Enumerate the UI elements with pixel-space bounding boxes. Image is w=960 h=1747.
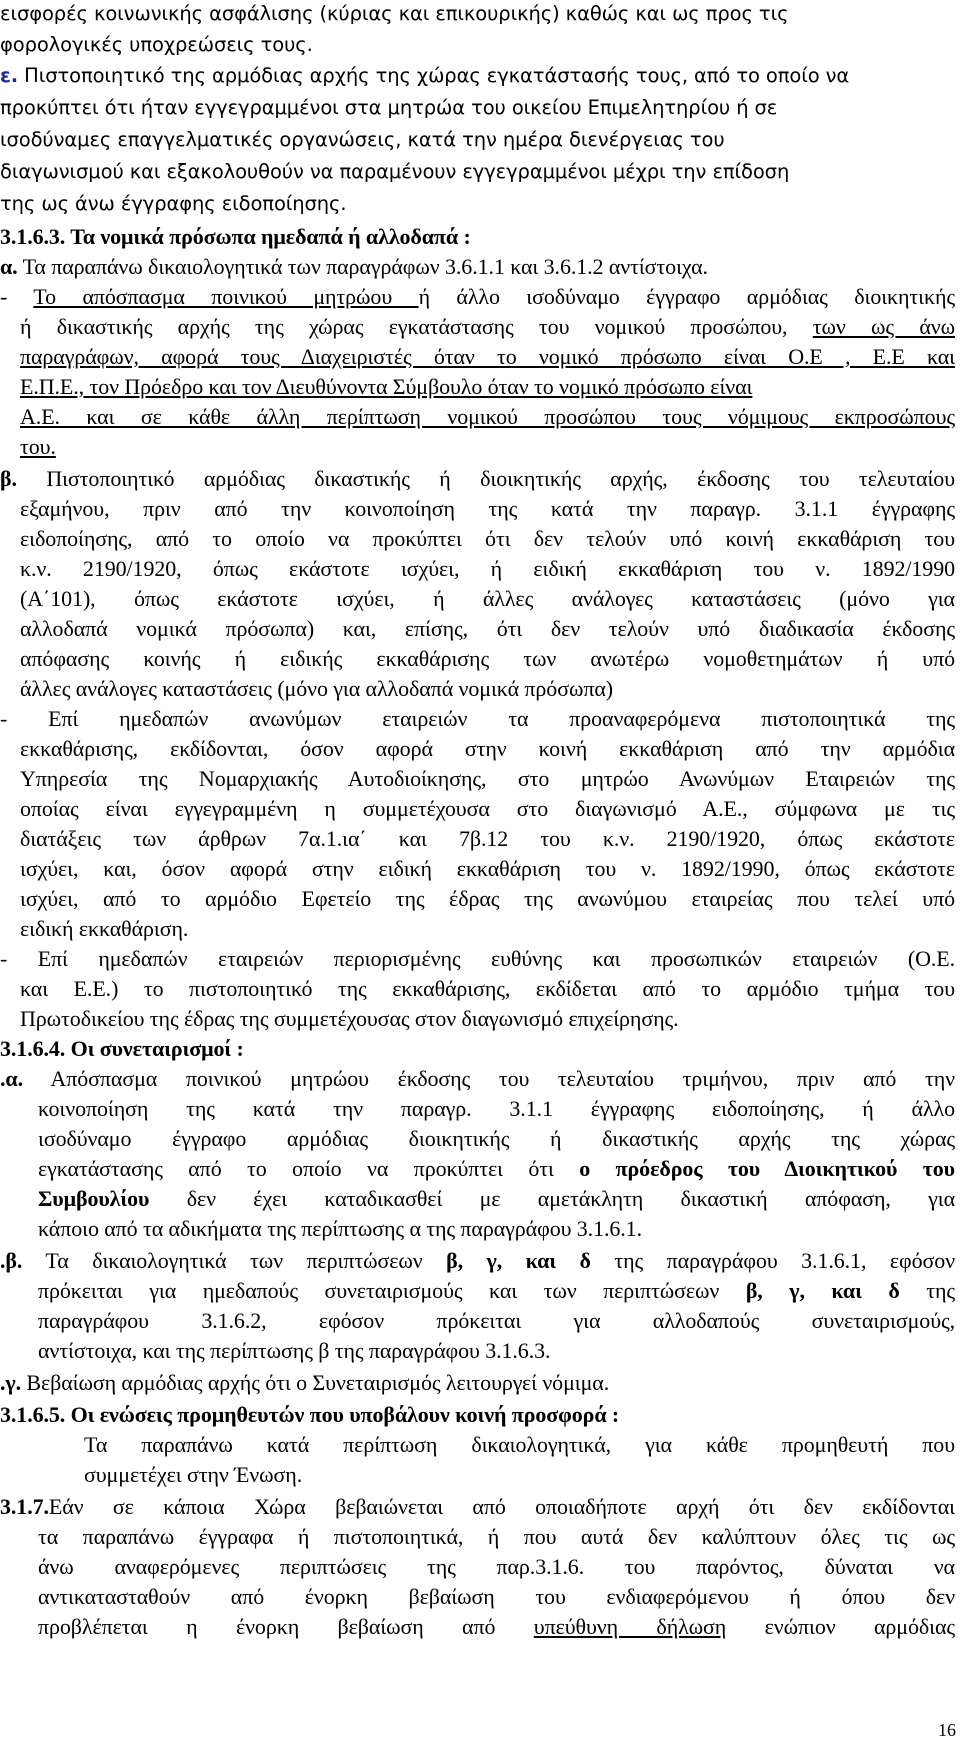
text-span: της παραγράφου 3.1.6.1, εφόσον bbox=[590, 1248, 956, 1273]
text-span: Εάν σε κάποια Χώρα βεβαιώνεται από οποιαδήποτε αρχή ότι δεν εκδίδονται bbox=[48, 1494, 955, 1519]
text-span: φορολογικές υποχρεώσεις τους. bbox=[0, 33, 313, 56]
text-line bbox=[20, 586, 955, 612]
text-span: Συμβουλίου bbox=[38, 1186, 150, 1211]
text-span: Απόσπασμα ποινικού μητρώου έκδοσης του τελευταίου τριμήνου, πριν από την bbox=[22, 1066, 955, 1091]
text-span: ισοδύναμο έγγραφο αρμόδιας διοικητικής ή δικαστικής αρχής της χώρας bbox=[38, 1126, 955, 1151]
text-line bbox=[0, 192, 440, 216]
text-span: κάποιο από τα αδικήματα της περίπτωσης α της παραγράφου 3.1.6.1. bbox=[38, 1216, 642, 1241]
text-span: Υπηρεσία της Νομαρχιακής Αυτοδιοίκησης, στο μητρώο Ανωνύμων Εταιρειών της bbox=[20, 766, 955, 791]
text-line bbox=[0, 1066, 955, 1092]
text-span: - bbox=[0, 284, 34, 309]
text-span: ειδική εκκαθάριση. bbox=[20, 916, 189, 941]
text-line bbox=[38, 1338, 738, 1364]
text-line bbox=[20, 404, 955, 430]
text-line bbox=[84, 1432, 955, 1458]
text-span: ισοδύναμες επαγγελματικές οργανώσεις, κατά την ημέρα διενέργειας του bbox=[0, 128, 725, 151]
text-span: της ως άνω έγγραφης ειδοποίησης. bbox=[0, 192, 347, 215]
text-span: (Α΄101), όπως εκάστοτε ισχύει, ή άλλες ανάλογες καταστάσεις (μόνο για bbox=[20, 586, 955, 611]
text-span: Ε.Π.Ε., τον Πρόεδρο και τον Διευθύνοντα Σύμβουλο όταν το νομικό πρόσωπο είναι bbox=[20, 374, 753, 399]
text-span: .γ. bbox=[0, 1370, 21, 1395]
text-span: 3.1.6.4. Οι συνεταιρισμοί : bbox=[0, 1036, 244, 1061]
text-line bbox=[0, 706, 955, 732]
text-span: ή δικαστικής αρχής της χώρας εγκατάστασης του νομικού προσώπου, bbox=[20, 314, 813, 339]
text-span: αντίστοιχα, και της περίπτωσης β της παραγράφου 3.1.6.3. bbox=[38, 1338, 551, 1363]
text-line bbox=[38, 1156, 955, 1182]
text-line bbox=[20, 646, 955, 672]
text-line bbox=[0, 946, 955, 972]
text-line bbox=[20, 1006, 870, 1032]
text-span: Πιστοποιητικό αρμόδιας δικαστικής ή διοικητικής αρχής, έκδοσης του τελευταίου bbox=[16, 466, 955, 491]
text-span: κοινοποίηση της κατά την παραγρ. 3.1.1 έγγραφης ειδοποίησης, ή άλλο bbox=[38, 1096, 955, 1121]
text-line bbox=[38, 1186, 955, 1212]
text-span: β. bbox=[0, 466, 17, 491]
text-span: α. bbox=[0, 254, 18, 279]
text-line bbox=[38, 1584, 955, 1610]
text-line bbox=[38, 1614, 955, 1640]
text-line bbox=[38, 1524, 955, 1550]
text-span: ε. bbox=[0, 64, 19, 87]
text-line bbox=[0, 1036, 340, 1062]
text-line bbox=[84, 1462, 384, 1488]
text-span: του. bbox=[20, 434, 56, 459]
text-span: υπεύθυνη δήλωση bbox=[533, 1614, 727, 1639]
text-span: απόφασης κοινής ή ειδικής εκκαθάρισης των ανωτέρω νομοθετημάτων ή υπό bbox=[20, 646, 955, 671]
text-line bbox=[20, 736, 955, 762]
text-line bbox=[0, 1402, 850, 1428]
text-span: οποίας είναι εγγεγραμμένη η συμμετέχουσα στο διαγωνισμό Α.Ε., σύμφωνα με τις bbox=[20, 796, 955, 821]
text-span: 3.1.6.3. Τα νομικά πρόσωπα ημεδαπά ή αλλοδαπά : bbox=[0, 224, 471, 249]
text-span: ειδοποίησης, από το οποίο να προκύπτει ότι δεν τελούν υπό κοινή εκκαθάριση του bbox=[20, 526, 955, 551]
text-span: β, γ, και δ bbox=[745, 1278, 900, 1303]
text-span: εισφορές κοινωνικής ασφάλισης (κύριας και επικουρικής) καθώς και ως προς τις bbox=[0, 2, 789, 25]
text-span: .α. bbox=[0, 1066, 23, 1091]
text-span: άλλες ανάλογες καταστάσεις (μόνο για αλλοδαπά νομικά πρόσωπα) bbox=[20, 676, 614, 701]
text-line bbox=[0, 224, 650, 250]
text-span: Πιστοποιητικό της αρμόδιας αρχής της χώρας εγκατάστασής τους, από το οποίο να bbox=[18, 64, 850, 87]
text-line bbox=[20, 766, 955, 792]
text-line bbox=[20, 856, 955, 882]
text-span: ισχύει, και, όσον αφορά στην ειδική εκκαθάριση του ν. 1892/1990, όπως εκάστοτε bbox=[20, 856, 955, 881]
text-span: εγκατάστασης από το οποίο να προκύπτει ότι bbox=[38, 1156, 580, 1181]
text-span: διαγωνισμού και εξακολουθούν να παραμένουν εγγεγραμμένοι μέχρι την επίδοση bbox=[0, 160, 790, 183]
text-line bbox=[38, 1308, 955, 1334]
text-span: προκύπτει ότι ήταν εγγεγραμμένοι στα μητρώα του οικείου Επιμελητηρίου ή σε bbox=[0, 96, 778, 119]
text-span: παραγράφου 3.1.6.2, εφόσον πρόκειται για αλλοδαπούς συνεταιρισμούς, bbox=[38, 1308, 955, 1333]
text-line bbox=[20, 886, 955, 912]
text-line bbox=[20, 374, 955, 400]
text-span: β, γ, και δ bbox=[446, 1248, 591, 1273]
text-line bbox=[0, 1370, 800, 1396]
text-line bbox=[0, 2, 955, 26]
text-line bbox=[38, 1126, 955, 1152]
text-span: κ.ν. 2190/1920, όπως εκάστοτε ισχύει, ή ειδική εκκαθάριση του ν. 1892/1990 bbox=[20, 556, 955, 581]
text-span: των ως άνω bbox=[812, 314, 955, 339]
text-span: διατάξεις των άρθρων 7α.1.ια΄ και 7β.12 του κ.ν. 2190/1920, όπως εκάστοτε bbox=[20, 826, 955, 851]
text-line bbox=[20, 976, 955, 1002]
text-span: ενώπιον αρμόδιας bbox=[726, 1614, 956, 1639]
text-line bbox=[20, 676, 720, 702]
text-line bbox=[0, 1494, 955, 1520]
text-span: αντικατασταθούν από ένορκη βεβαίωση του ενδιαφερόμενου ή όπου δεν bbox=[38, 1584, 955, 1609]
text-line bbox=[20, 314, 955, 340]
text-line bbox=[0, 254, 955, 280]
text-line bbox=[20, 556, 955, 582]
text-span: ισχύει, από το αρμόδιο Εφετείο της έδρας της ανωνύμου εταιρείας που τελεί υπό bbox=[20, 886, 955, 911]
text-line bbox=[38, 1278, 955, 1304]
text-line bbox=[38, 1554, 955, 1580]
text-line bbox=[0, 160, 955, 184]
text-span: Τα παραπάνω κατά περίπτωση δικαιολογητικά, για κάθε προμηθευτή που bbox=[84, 1432, 955, 1457]
text-line bbox=[0, 284, 955, 310]
text-line bbox=[0, 1248, 955, 1274]
text-span: εκκαθάρισης, εκδίδονται, όσον αφορά στην κοινή εκκαθάριση από την αρμόδια bbox=[20, 736, 955, 761]
text-line bbox=[20, 916, 270, 942]
text-span: 3.1.7. bbox=[0, 1494, 49, 1519]
text-line bbox=[0, 64, 955, 88]
text-line bbox=[0, 96, 955, 120]
text-span: ή άλλο ισοδύναμο έγγραφο αρμόδιας διοικητικής bbox=[418, 284, 955, 309]
text-line bbox=[38, 1216, 838, 1242]
text-line bbox=[20, 434, 80, 460]
text-span: Το απόσπασμα ποινικού μητρώου bbox=[33, 284, 419, 309]
text-span: ο πρόεδρος του Διοικητικού του bbox=[579, 1156, 955, 1181]
text-line bbox=[0, 33, 340, 57]
text-line bbox=[20, 496, 955, 522]
text-span: - Επί ημεδαπών ανωνύμων εταιρειών τα προαναφερόμενα πιστοποιητικά της bbox=[0, 706, 955, 731]
text-line bbox=[0, 466, 955, 492]
text-span: εξαμήνου, πριν από την κοινοποίηση της κατά την παραγρ. 3.1.1 έγγραφης bbox=[20, 496, 955, 521]
text-line bbox=[0, 128, 955, 152]
page-number: 16 bbox=[938, 1720, 956, 1740]
text-span: συμμετέχει στην Ένωση. bbox=[84, 1462, 303, 1487]
text-span: Τα παραπάνω δικαιολογητικά των παραγράφων 3.6.1.1 και 3.6.1.2 αντίστοιχα. bbox=[17, 254, 708, 279]
text-span: Πρωτοδικείου της έδρας της συμμετέχουσας στον διαγωνισμό επιχείρησης. bbox=[20, 1006, 679, 1031]
text-span: δεν έχει καταδικασθεί με αμετάκλητη δικαστική απόφαση, για bbox=[149, 1186, 955, 1211]
text-span: προβλέπεται η ένορκη βεβαίωση από bbox=[38, 1614, 534, 1639]
text-line bbox=[20, 344, 955, 370]
text-span: Τα δικαιολογητικά των περιπτώσεων bbox=[22, 1248, 447, 1273]
text-span: - Επί ημεδαπών εταιρειών περιορισμένης ευθύνης και προσωπικών εταιρειών (Ο.Ε. bbox=[0, 946, 955, 971]
text-line bbox=[20, 616, 955, 642]
text-span: τα παραπάνω έγγραφα ή πιστοποιητικά, ή που αυτά δεν καλύπτουν όλες τις ως bbox=[38, 1524, 955, 1549]
text-line bbox=[20, 826, 955, 852]
text-line bbox=[38, 1096, 955, 1122]
text-span: παραγράφων, αφορά τους Διαχειριστές όταν το νομικό πρόσωπο είναι Ο.Ε , Ε.Ε και bbox=[20, 344, 955, 369]
text-line bbox=[20, 796, 955, 822]
text-line bbox=[20, 526, 955, 552]
text-span: και Ε.Ε.) το πιστοποιητικό της εκκαθάρισης, εκδίδεται από το αρμόδιο τμήμα του bbox=[20, 976, 955, 1001]
text-span: Βεβαίωση αρμόδιας αρχής ότι ο Συνεταιρισμός λειτουργεί νόμιμα. bbox=[21, 1370, 610, 1395]
text-span: της bbox=[899, 1278, 955, 1303]
text-span: 3.1.6.5. Οι ενώσεις προμηθευτών που υποβάλουν κοινή προσφορά : bbox=[0, 1402, 620, 1427]
text-span: πρόκειται για ημεδαπούς συνεταιρισμούς και των περιπτώσεων bbox=[38, 1278, 746, 1303]
text-span: άνω αναφερόμενες περιπτώσεις της παρ.3.1.6. του παρόντος, δύναται να bbox=[38, 1554, 955, 1579]
text-span: αλλοδαπά νομικά πρόσωπα) και, επίσης, ότι δεν τελούν υπό διαδικασία έκδοσης bbox=[20, 616, 955, 641]
text-span: Α.Ε. και σε κάθε άλλη περίπτωση νομικού προσώπου τους νόμιμους εκπροσώπους bbox=[20, 404, 955, 429]
text-span: .β. bbox=[0, 1248, 23, 1273]
